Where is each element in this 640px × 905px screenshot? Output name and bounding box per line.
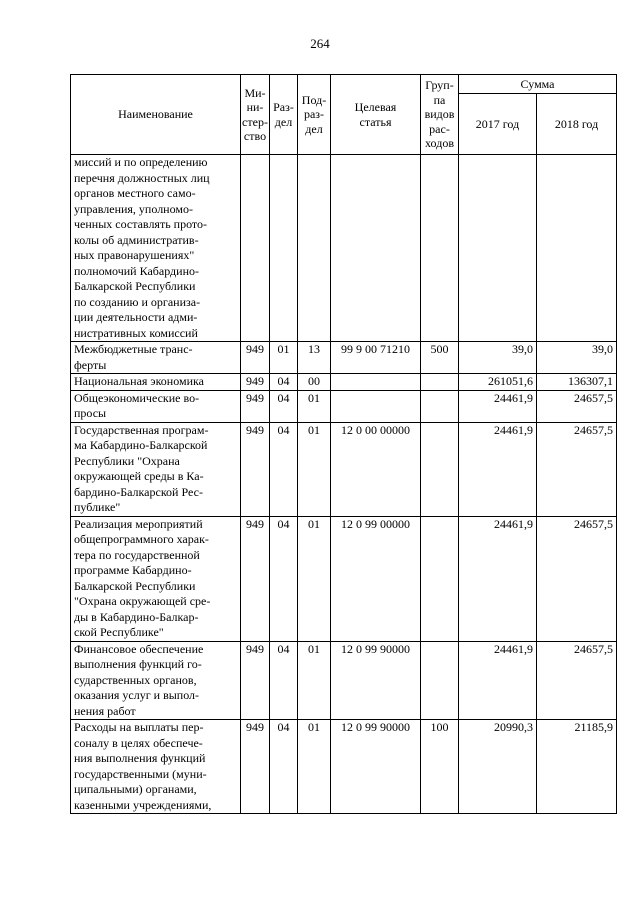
cell-y2018: 24657,5 (537, 641, 617, 720)
cell-y2018: 24657,5 (537, 516, 617, 641)
cell-y2018: 136307,1 (537, 374, 617, 391)
cell-name: Межбюджетные транс- ферты (71, 342, 241, 374)
cell-subsection: 01 (298, 390, 331, 422)
cell-y2018: 39,0 (537, 342, 617, 374)
table-row (71, 342, 617, 374)
header-sum: Сумма (459, 75, 617, 94)
cell-target: 12 0 99 90000 (331, 720, 421, 814)
cell-ministry: 949 (241, 641, 270, 720)
cell-target (331, 374, 421, 391)
cell-section: 04 (270, 516, 298, 641)
table-row (71, 641, 617, 720)
header-section: Раз- дел (270, 75, 298, 155)
cell-group (421, 422, 459, 516)
header-expense-group: Груп- па видов рас- ходов (421, 75, 459, 155)
cell-y2017: 20990,3 (459, 720, 537, 814)
cell-target: 12 0 99 00000 (331, 516, 421, 641)
cell-target: 12 0 00 00000 (331, 422, 421, 516)
table-row (71, 516, 617, 641)
cell-section: 04 (270, 374, 298, 391)
cell-ministry: 949 (241, 516, 270, 641)
cell-group (421, 155, 459, 342)
table-row (71, 155, 617, 342)
cell-target: 12 0 99 90000 (331, 641, 421, 720)
cell-group: 500 (421, 342, 459, 374)
cell-group (421, 641, 459, 720)
cell-y2018: 24657,5 (537, 390, 617, 422)
cell-subsection: 01 (298, 516, 331, 641)
table-row (71, 374, 617, 391)
cell-target: 99 9 00 71210 (331, 342, 421, 374)
header-year-2017: 2017 год (459, 94, 537, 155)
table-header (71, 75, 617, 155)
cell-group (421, 516, 459, 641)
table-row (71, 422, 617, 516)
cell-name: Финансовое обеспечение выполнения функций го- сударственных органов, оказания услуг и выпол- нения работ (71, 641, 241, 720)
budget-table (70, 74, 617, 814)
page-number: 264 (310, 36, 330, 51)
cell-section: 01 (270, 342, 298, 374)
table-row (71, 390, 617, 422)
header-name: Наименование (71, 75, 241, 155)
cell-name: Общеэкономические во- просы (71, 390, 241, 422)
header-subsection: Под- раз- дел (298, 75, 331, 155)
cell-target (331, 155, 421, 342)
cell-y2018 (537, 155, 617, 342)
header-ministry: Ми- ни- стер- ство (241, 75, 270, 155)
cell-y2017: 39,0 (459, 342, 537, 374)
cell-y2018: 21185,9 (537, 720, 617, 814)
cell-group: 100 (421, 720, 459, 814)
cell-subsection: 13 (298, 342, 331, 374)
cell-subsection: 01 (298, 422, 331, 516)
cell-name: Государственная програм- ма Кабардино-Балкарской Республики "Охрана окружающей среды в Ка- бардино-Балкарской Рес- публике" (71, 422, 241, 516)
cell-name: Расходы на выплаты пер- соналу в целях обеспече- ния выполнения функций государственными (муни- ципальными) органами, казенными учреждениями, (71, 720, 241, 814)
cell-name: миссий и по определению перечня должностных лиц органов местного само- управления, уполномо- ченных составлять прото- колы об административ- ных правонарушениях" полномочий Кабардино- Балкарской Республики по созданию и организа- ции деятельности адми- нистративных комиссий (71, 155, 241, 342)
cell-section: 04 (270, 422, 298, 516)
cell-y2018: 24657,5 (537, 422, 617, 516)
cell-y2017: 24461,9 (459, 516, 537, 641)
table-row (71, 720, 617, 814)
cell-ministry: 949 (241, 390, 270, 422)
table-body (71, 155, 617, 814)
cell-y2017: 24461,9 (459, 641, 537, 720)
header-target-article: Целевая статья (331, 75, 421, 155)
cell-group (421, 390, 459, 422)
cell-y2017: 261051,6 (459, 374, 537, 391)
cell-y2017: 24461,9 (459, 390, 537, 422)
cell-group (421, 374, 459, 391)
cell-target (331, 390, 421, 422)
cell-section: 04 (270, 390, 298, 422)
cell-name: Национальная экономика (71, 374, 241, 391)
cell-section: 04 (270, 641, 298, 720)
cell-y2017: 24461,9 (459, 422, 537, 516)
cell-section (270, 155, 298, 342)
cell-y2017 (459, 155, 537, 342)
cell-section: 04 (270, 720, 298, 814)
cell-name: Реализация мероприятий общепрограммного харак- тера по государственной программе Кабардино- Балкарской Республики "Охрана окружающей сре- ды в Кабардино-Балкар- ской Республике" (71, 516, 241, 641)
cell-ministry: 949 (241, 342, 270, 374)
cell-ministry: 949 (241, 720, 270, 814)
header-year-2018: 2018 год (537, 94, 617, 155)
cell-subsection: 01 (298, 720, 331, 814)
cell-subsection: 01 (298, 641, 331, 720)
cell-ministry: 949 (241, 374, 270, 391)
cell-ministry: 949 (241, 422, 270, 516)
cell-ministry (241, 155, 270, 342)
cell-subsection (298, 155, 331, 342)
cell-subsection: 00 (298, 374, 331, 391)
